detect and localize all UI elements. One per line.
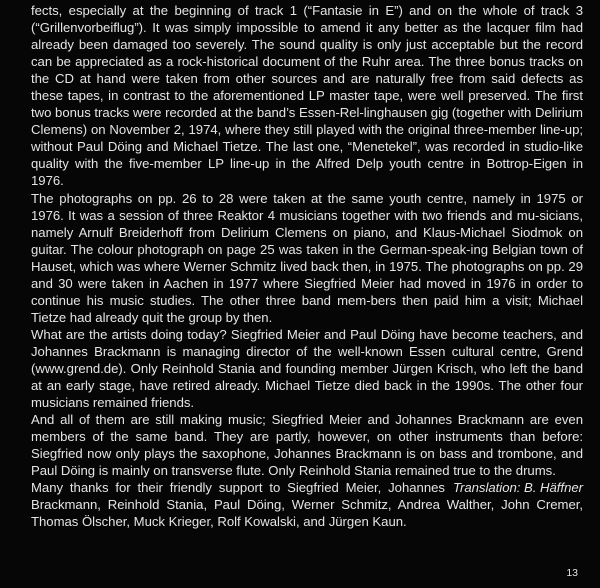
paragraph-acknowledgements bbox=[31, 479, 583, 530]
body-text bbox=[31, 2, 583, 530]
page-number: 13 bbox=[566, 567, 578, 579]
translation-credit: Translation: B. Häffner bbox=[452, 480, 583, 496]
acknowledgements-text: Many thanks for their friendly support to Siegfried Meier, Johannes Brackmann, Reinhold Stania, Paul Döing, Werner Schmitz, Andrea Walther, John Cremer, Thomas Ölscher, Muck Krieger, Rolf Kowalski, and Jürgen Kaun. bbox=[31, 480, 583, 530]
paragraph-photographs: The photographs on pp. 26 to 28 were taken at the same youth centre, namely in 1975 or 1976. It was a session of three Reaktor 4 musicians together with two friends and mu-sicians, namely Arnulf Breiderhoff from Delirium Clemens on piano, and Klaus-Michael Siodmok on guitar. The colour photograph on page 25 was taken in the German-speak-ing Belgian town of Hauset, which was where Werner Schmitz lived back then, in 1975. The photographs on pp. 29 and 30 were taken in Aachen in 1977 where Siegfried Meier had moved in 1976 in order to continue his music studies. The other three band mem-bers then paid him a visit; Michael Tietze had already quit the group by then. bbox=[31, 190, 583, 325]
paragraph-still-making-music: And all of them are still making music; Siegfried Meier and Johannes Brackmann are even members of the same band. They are partly, however, on other instruments than before: Siegfried now only plays the saxophone, Johannes Brackmann is on bass and trombone, and Paul Döing is mainly on transverse flute. Only Reinhold Stania remained true to the drums. bbox=[31, 412, 583, 479]
paragraph-artists-today: What are the artists doing today? Siegfried Meier and Paul Döing have become teachers, and Johannes Brackmann is managing director of the well-known Essen cultural centre, Grend (www.grend.de). Only Reinhold Stania and founding member Jürgen Krisch, who left the band at an early stage, have retired already. Michael Tietze died back in the 1990s. The other four musicians remained friends. bbox=[31, 326, 583, 411]
paragraph-recording-quality: fects, especially at the beginning of track 1 (“Fantasie in E”) and on the whole of track 3 (“Grillenvorbeiflug”). It was simply impossible to amend it any better as the lacquer film had already been damaged too severely. The sound quality is only just acceptable but the record can be appreciated as a rock-historical document of the Ruhr area. The three bonus tracks on the CD at hand were taken from other sources and are naturally free from said defects as these tapes, in contrast to the aforementioned LP master tape, were well preserved. The first two bonus tracks were recorded at the band’s Essen-Rel-linghausen gig (together with Delirium Clemens) on November 2, 1974, where they still played with the original three-member line-up; without Paul Döing and Michael Tietze. The last one, “Menetekel”, was recorded in studio-like quality with the five-member LP line-up in the Alfred Delp youth centre in Bottrop-Eigen in 1976. bbox=[31, 3, 583, 189]
